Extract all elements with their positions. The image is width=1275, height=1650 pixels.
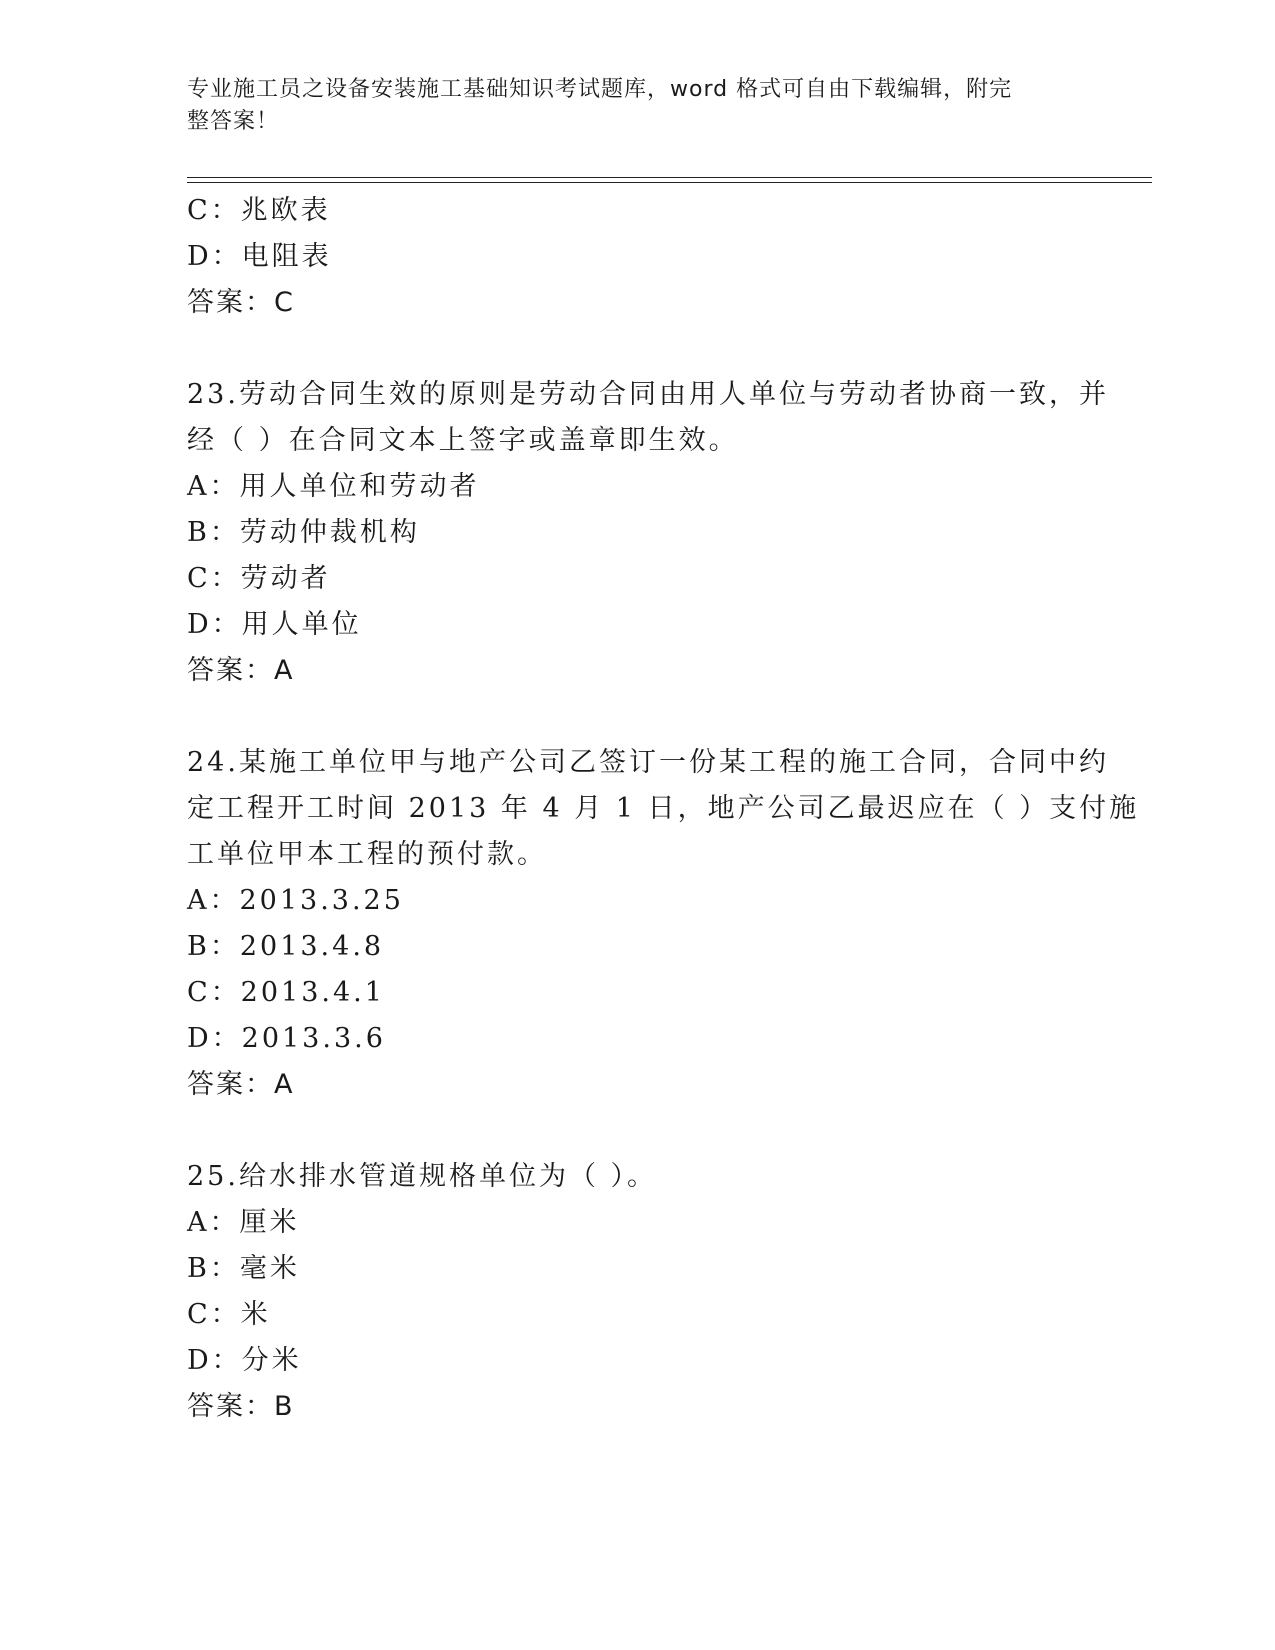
- question-23: [187, 372, 1109, 694]
- option-c: C：劳动者: [187, 563, 331, 594]
- question-list: [187, 188, 1140, 1430]
- question-24: [187, 740, 1140, 1108]
- option-d: D：分米: [187, 1345, 302, 1376]
- question-stem-line: 25.给水排水管道规格单位为（ ）。: [187, 1161, 658, 1192]
- question-stem-line: 24.某施工单位甲与地产公司乙签订一份某工程的施工合同，合同中约: [187, 747, 1109, 778]
- header-line-2: 整答案！: [187, 109, 280, 134]
- header-divider-bottom: [187, 182, 1152, 183]
- option-b: B：劳动仲裁机构: [187, 517, 420, 548]
- option-a: A：用人单位和劳动者: [187, 471, 480, 502]
- option-c: C：2013.4.1: [187, 977, 385, 1008]
- option-d: D：用人单位: [187, 609, 362, 640]
- option-a: A：厘米: [187, 1207, 300, 1238]
- answer: 答案：B: [187, 1391, 295, 1422]
- option-c: C：米: [187, 1299, 271, 1330]
- answer: 答案：C: [187, 287, 295, 318]
- spacer: [187, 326, 1087, 372]
- option-c: C：兆欧表: [187, 195, 331, 226]
- question-stem-line: 23.劳动合同生效的原则是劳动合同由用人单位与劳动者协商一致，并: [187, 379, 1109, 410]
- spacer: [187, 694, 1087, 740]
- question-22-tail: [187, 188, 1087, 326]
- header-divider-top: [187, 177, 1152, 178]
- option-b: B：毫米: [187, 1253, 300, 1284]
- document-header: [187, 74, 1067, 138]
- header-line-1: 专业施工员之设备安装施工基础知识考试题库，word 格式可自由下载编辑，附完: [187, 77, 1013, 102]
- question-stem-line: 经（ ）在合同文本上签字或盖章即生效。: [187, 425, 739, 456]
- option-b: B：2013.4.8: [187, 931, 385, 962]
- spacer: [187, 1108, 1087, 1154]
- option-a: A：2013.3.25: [187, 885, 404, 916]
- question-stem-line: 定工程开工时间 2013 年 4 月 1 日，地产公司乙最迟应在（ ）支付施: [187, 793, 1140, 824]
- question-stem-line: 工单位甲本工程的预付款。: [187, 839, 547, 870]
- answer: 答案：A: [187, 655, 295, 686]
- answer: 答案：A: [187, 1069, 295, 1100]
- option-d: D：2013.3.6: [187, 1023, 386, 1054]
- question-25: [187, 1154, 1087, 1430]
- option-d: D：电阻表: [187, 241, 332, 272]
